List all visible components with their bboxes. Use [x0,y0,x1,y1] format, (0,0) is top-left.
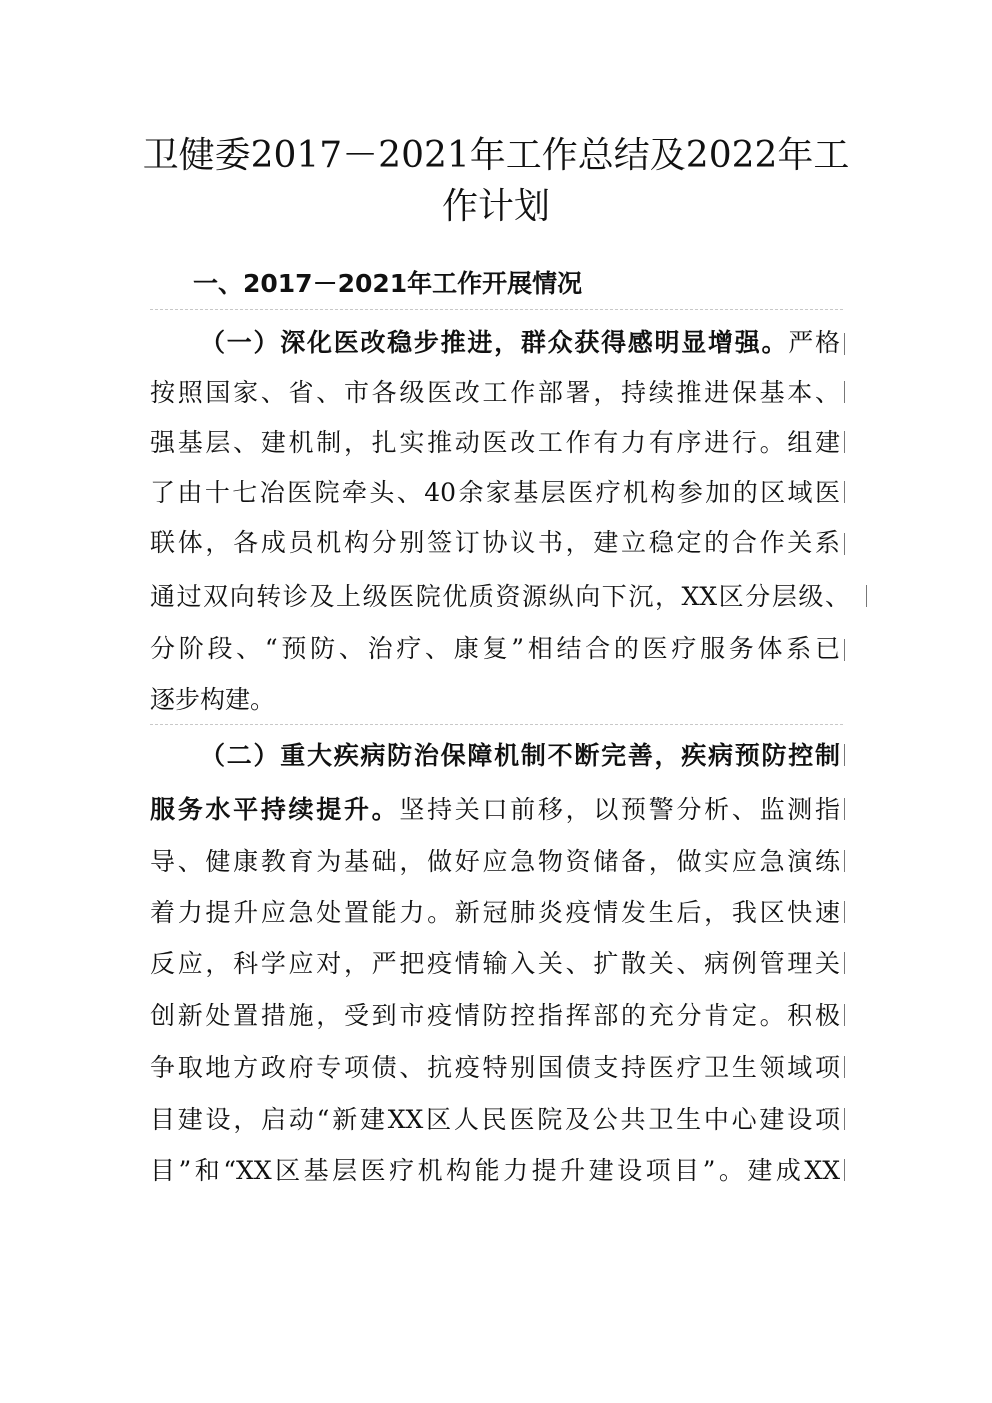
paragraph-2-line: 争取地方政府专项债、抗疫特别国债支持医疗卫生领域项 [150,1053,840,1082]
paragraph-1-line: 分阶段、“预防、治疗、康复”相结合的医疗服务体系已 [150,634,840,663]
paragraph-2-lead-2: 服务水平持续提升。 [150,795,400,824]
margin-bar [844,798,845,820]
margin-bar [866,585,867,607]
section-heading: 一、2017－2021年工作开展情况 [193,269,583,298]
paragraph-2-line-2-tail: 坚持关口前移，以预警分析、监测指 [399,795,840,824]
paragraph-1-line: 按照国家、省、市各级医改工作部署，持续推进保基本、 [150,378,840,407]
margin-bar [844,1108,845,1130]
margin-bar [844,333,845,355]
margin-bar [844,431,845,453]
paragraph-1-line: 逐步构建。 [150,685,276,714]
margin-bar [844,850,845,872]
margin-bar [844,1004,845,1026]
paragraph-2-line: 导、健康教育为基础，做好应急物资储备，做实应急演练 [150,847,840,876]
document-title-line-2: 作计划 [441,186,550,227]
paragraph-2-line: 目建设，启动“新建XX区人民医院及公共卫生中心建设项 [150,1105,840,1134]
paragraph-2-line-1 [200,736,840,776]
margin-bar [844,381,845,403]
paragraph-2-lead-1: （二）重大疾病防治保障机制不断完善，疾病预防控制 [200,741,840,770]
paragraph-border-bottom [150,724,843,725]
margin-bar [844,901,845,923]
margin-bar [844,481,845,503]
paragraph-2-line: 着力提升应急处置能力。新冠肺炎疫情发生后，我区快速 [150,898,840,927]
paragraph-1-line: 了由十七冶医院牵头、40余家基层医疗机构参加的区域医 [150,478,840,507]
margin-bar [844,639,845,661]
paragraph-2-line: 反应，科学应对，严把疫情输入关、扩散关、病例管理关 [150,949,840,978]
paragraph-2-line-2 [150,790,840,830]
margin-bar [844,1159,845,1181]
margin-bar [844,952,845,974]
document-title-line-1: 卫健委2017－2021年工作总结及2022年工 [142,135,850,176]
paragraph-2-line: 创新处置措施，受到市疫情防控指挥部的充分肯定。积极 [150,1001,840,1030]
paragraph-1-line-1 [200,323,840,363]
margin-bar [844,533,845,555]
paragraph-1-line: 强基层、建机制，扎实推动医改工作有力有序进行。组建 [150,428,840,457]
paragraph-1-line: 通过双向转诊及上级医院优质资源纵向下沉，XX区分层级、 [150,582,850,611]
paragraph-border-top [150,309,843,310]
paragraph-1-lead: （一）深化医改稳步推进，群众获得感明显增强。 [200,328,789,357]
paragraph-1-line-1-tail: 严格 [788,328,840,357]
paragraph-2-line: 目”和“XX区基层医疗机构能力提升建设项目”。建成XX [150,1156,840,1185]
paragraph-1-line: 联体，各成员机构分别签订协议书，建立稳定的合作关系 [150,528,840,557]
margin-bar [844,1056,845,1078]
margin-bar [844,744,845,766]
